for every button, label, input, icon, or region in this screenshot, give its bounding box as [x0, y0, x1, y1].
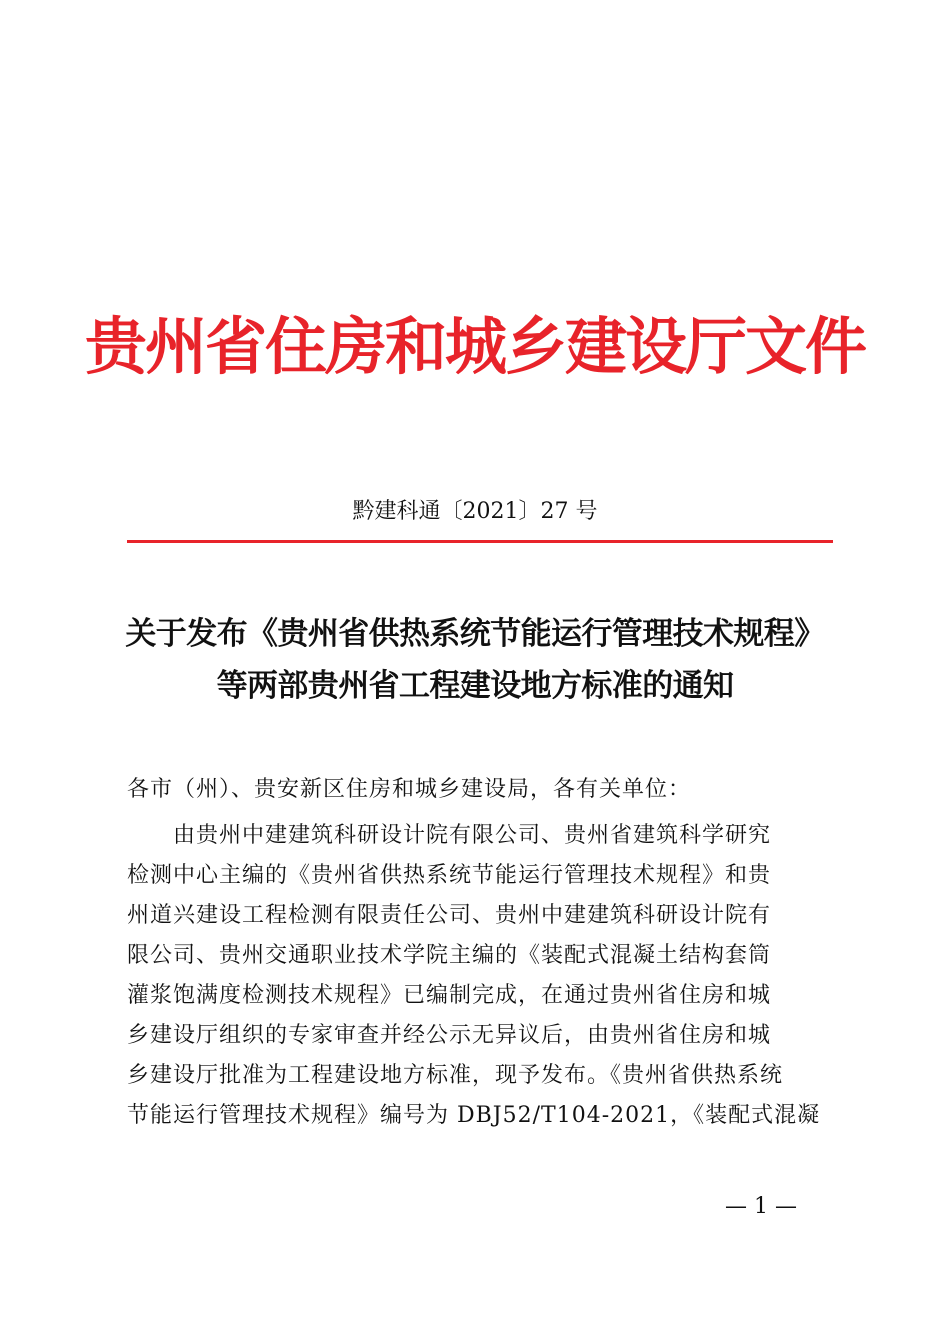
body-line: 州道兴建设工程检测有限责任公司、贵州中建建筑科研设计院有 — [127, 903, 772, 928]
document-number: 黔建科通〔2021〕27 号 — [352, 499, 598, 524]
notice-title-line-2: 等两部贵州省工程建设地方标准的通知 — [216, 668, 734, 704]
body-paragraph — [127, 816, 837, 1136]
salutation: 各市（州）、贵安新区住房和城乡建设局，各有关单位： — [127, 777, 692, 802]
body-line: 乡建设厅组织的专家审查并经公示无异议后，由贵州省住房和城 — [127, 1023, 772, 1048]
body-line: 由贵州中建建筑科研设计院有限公司、贵州省建筑科学研究 — [173, 823, 772, 848]
red-divider-line — [127, 540, 833, 543]
body-line: 节能运行管理技术规程》编号为 DBJ52/T104-2021，《装配式混凝 — [127, 1103, 821, 1128]
notice-title — [100, 608, 850, 712]
masthead-title: 贵州省住房和城乡建设厅文件 — [84, 310, 865, 383]
body-line: 检测中心主编的《贵州省供热系统节能运行管理技术规程》和贵 — [127, 863, 772, 888]
body-line: 限公司、贵州交通职业技术学院主编的《装配式混凝土结构套筒 — [127, 943, 772, 968]
body-line: 灌浆饱满度检测技术规程》已编制完成，在通过贵州省住房和城 — [127, 983, 772, 1008]
notice-title-line-1: 关于发布《贵州省供热系统节能运行管理技术规程》 — [125, 616, 825, 652]
body-line: 乡建设厅批准为工程建设地方标准，现予发布。《贵州省供热系统 — [127, 1063, 784, 1088]
page-number: — 1 — — [725, 1194, 797, 1219]
